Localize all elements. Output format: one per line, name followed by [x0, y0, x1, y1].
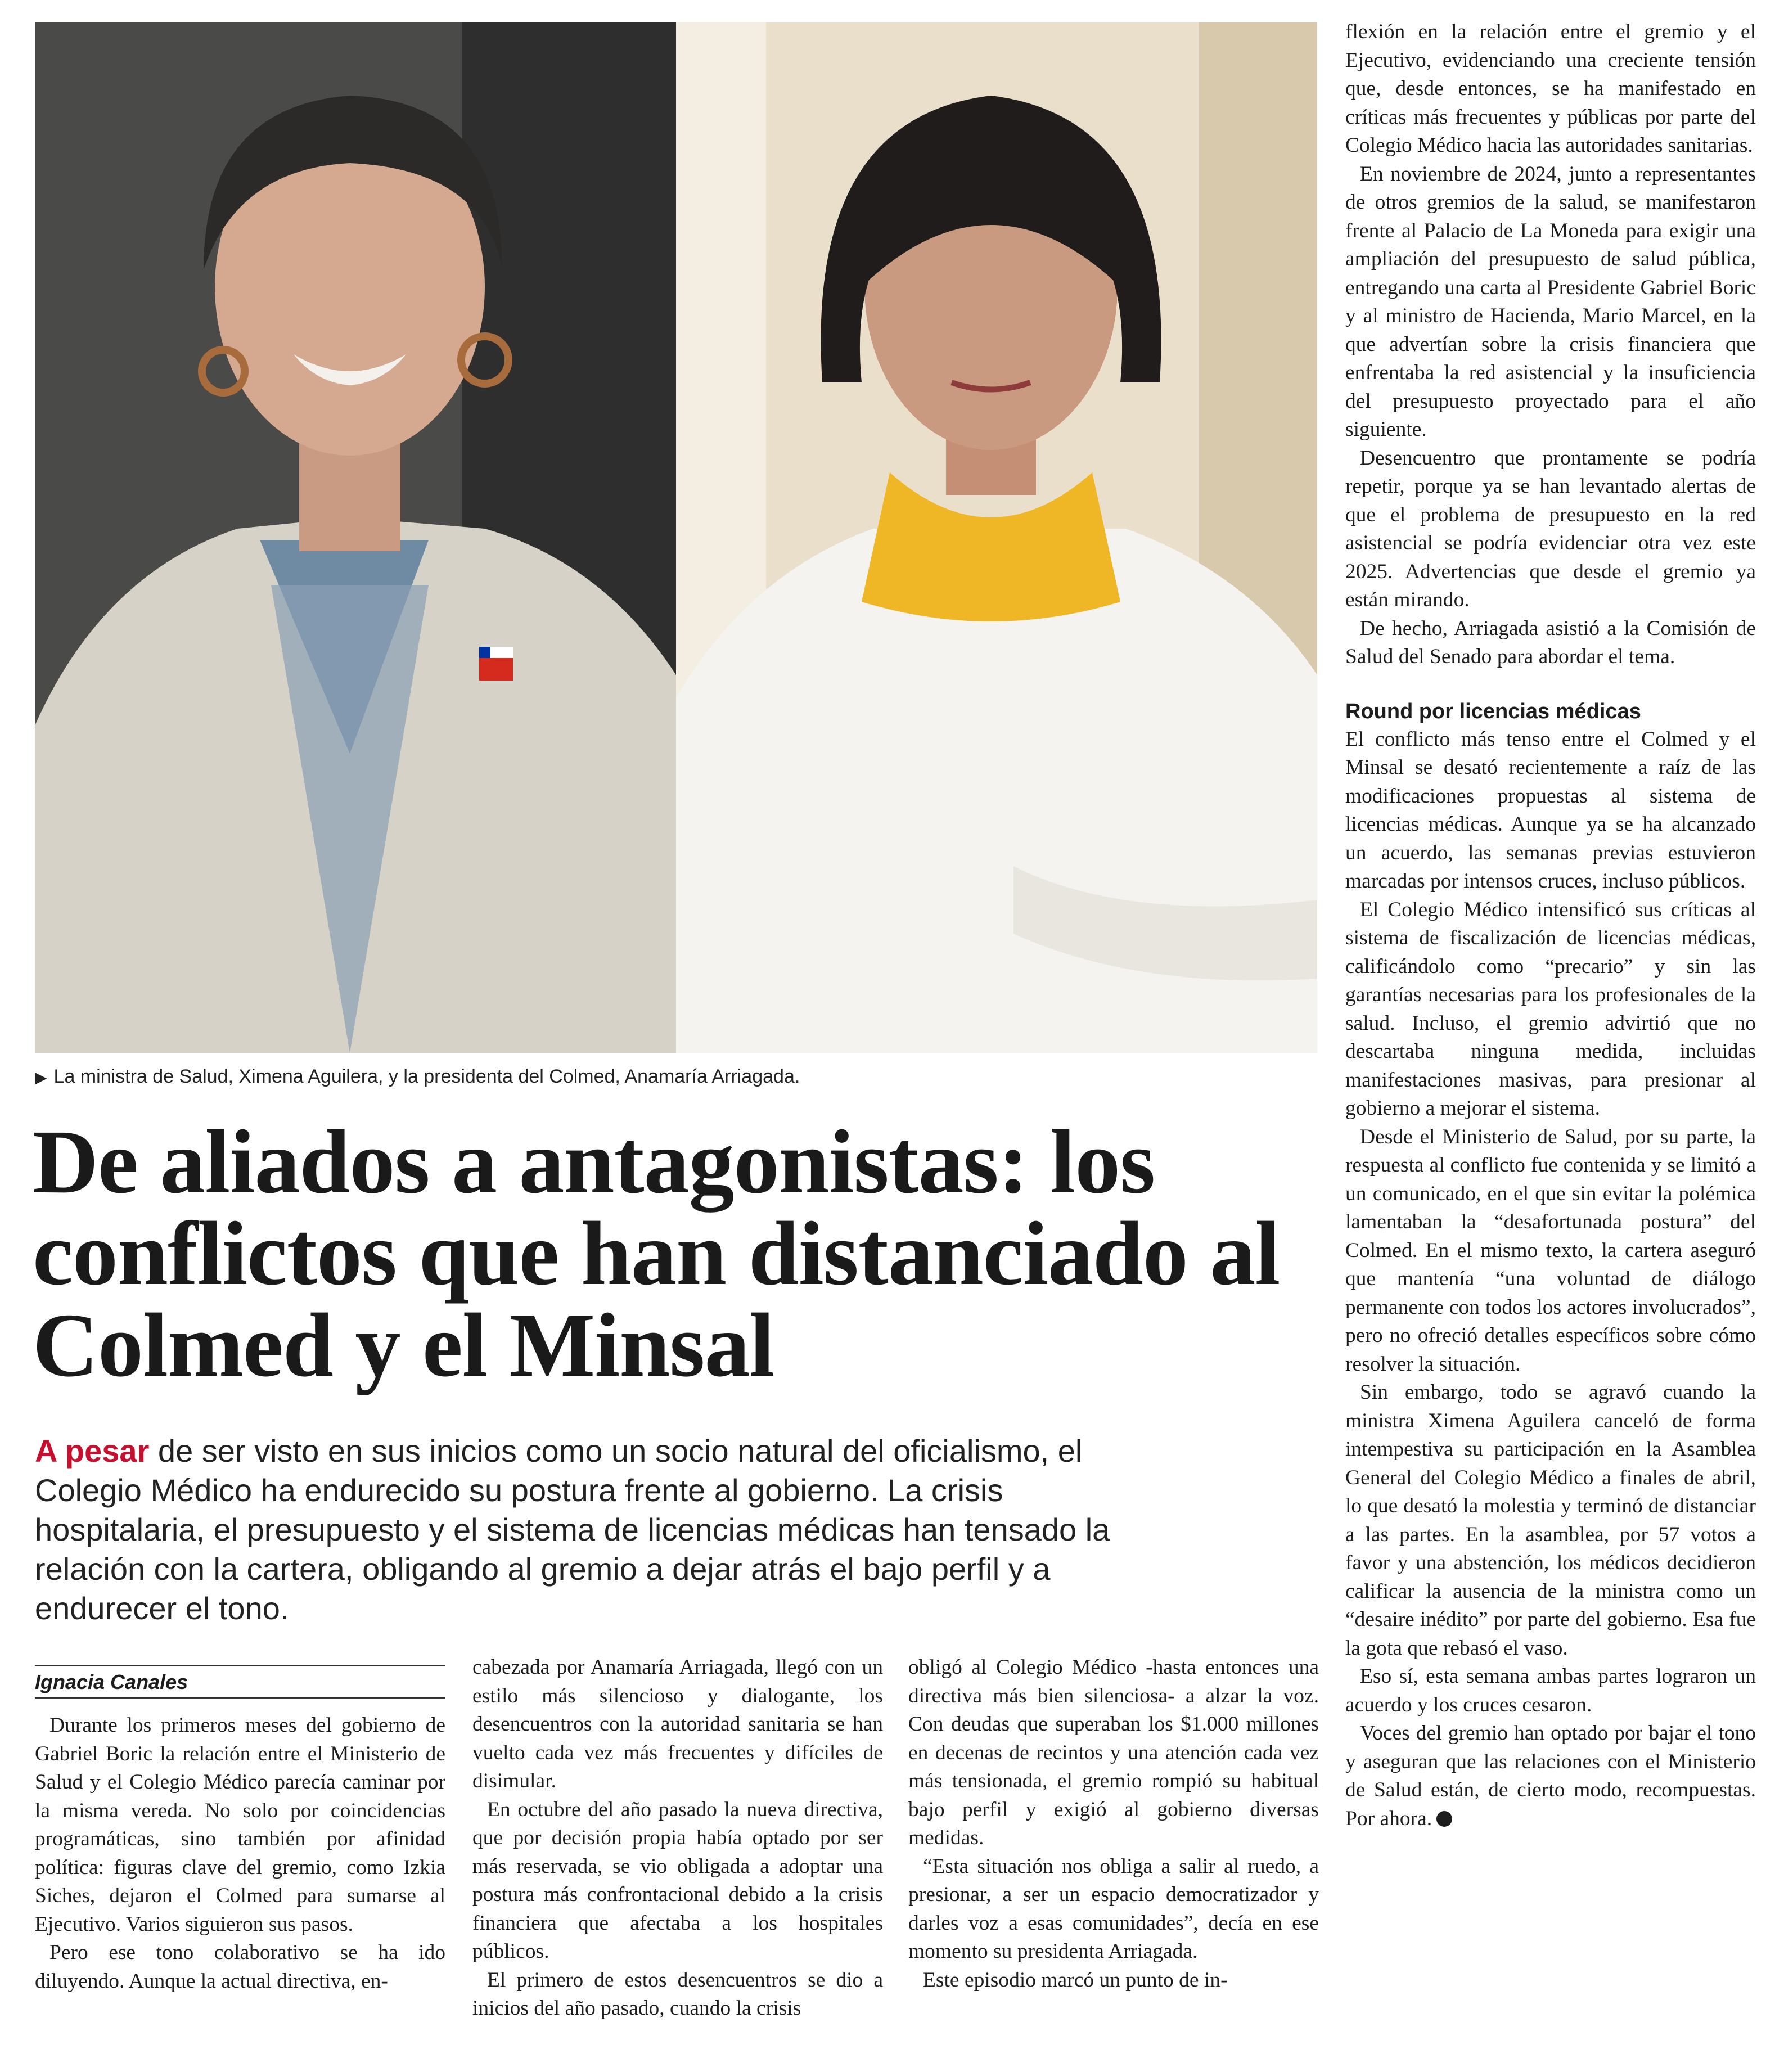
paragraph: Este episodio marcó un punto de in- [923, 1968, 1228, 1992]
paragraph: Sin embargo, todo se agravó cuando la ministra Ximena Aguilera canceló de forma intempestiva su participación en la Asamblea General del Colegio Médico a finales de abril, lo que desató la molestia y terminó de distanciar a las partes. En la asamblea, por 57 votos a favor y una abstención, los médicos decidieron calificar la ausencia de la ministra como un “desaire inédito” por parte del gobierno. Esa fue la gota que rebasó el vaso. [1345, 1381, 1756, 1660]
paragraph: Desde el Ministerio de Salud, por su parte, la respuesta al conflicto fue contenida y se limitó a un comunicado, en el que sin evitar la polémica lamentaban la “desafortunada postura” del Colmed. En el mismo texto, la cartera aseguró que mantenía “una voluntad de diálogo permanente con todos los actores involucrados”, pero no ofreció detalles específicos sobre cómo resolver la situación. [1345, 1125, 1756, 1376]
article-column-1 [35, 1711, 445, 1996]
author-byline: Ignacia Canales [35, 1665, 445, 1699]
end-mark-icon [1436, 1811, 1452, 1827]
paragraph: De hecho, Arriagada asistió a la Comisión de Salud del Senado para abordar el tema. [1345, 616, 1756, 668]
paragraph: En noviembre de 2024, junto a representantes de otros gremios de la salud, se manifestaron frente al Palacio de La Moneda para exigir una ampliación del presupuesto de salud pública, entregando una carta al Presidente Gabriel Boric y al ministro de Hacienda, Mario Marcel, en la que advertían sobre la crisis financiera que enfrentaba la red asistencial y la insuficiencia del presupuesto proyectado para el año siguiente. [1345, 162, 1756, 441]
paragraph: El conflicto más tenso entre el Colmed y el Minsal se desató recientemente a raíz de las modificaciones propuestas al sistema de licencias médicas. Aunque ya se ha alcanzado un acuerdo, las semanas previas estuvieron marcadas por intensos cruces, incluso públicos. [1345, 727, 1756, 893]
article-column-3 [908, 1654, 1319, 1994]
paragraph: “Esta situación nos obliga a salir al ruedo, a presionar, a ser un espacio democratizador y darles voz a esas comunidades”, decía en ese momento su presidenta Arriagada. [908, 1854, 1319, 1963]
paragraph: Desencuentro que prontamente se podría repetir, porque ya se han levantado alertas de que el problema de presupuesto en la red asistencial se podría evidenciar otra vez este 2025. Advertencias que desde el gremio ya están mirando. [1345, 446, 1756, 611]
paragraph: En octubre del año pasado la nueva directiva, que por decisión propia había optado por ser más reservada, se vio obligada a adoptar una postura más confrontacional debido a la crisis financiera que afectaba a los hospitales públicos. [472, 1798, 883, 1963]
paragraph: Durante los primeros meses del gobierno de Gabriel Boric la relación entre el Ministerio de Salud y el Colegio Médico parecía caminar por la misma vereda. No solo por coincidencias programáticas, sino también por afinidad política: figuras clave del gremio, como Izkia Siches, dejaron el Colmed para sumarse al Ejecutivo. Varios siguieron sus pasos. [35, 1714, 445, 1936]
portrait-illustration-left [35, 22, 676, 1053]
section-subhead: Round por licencias médicas [1345, 699, 1641, 723]
article-column-2 [472, 1654, 883, 2023]
paragraph: cabezada por Anamaría Arriagada, llegó con un estilo más silencioso y dialogante, los desencuentros con la autoridad sanitaria se han vuelto cada vez más frecuentes y difíciles de disimular. [472, 1656, 883, 1792]
final-paragraph-text: Voces del gremio han optado por bajar el tono y aseguran que las relaciones con el Ministerio de Salud están, de cierto modo, recompuestas. Por ahora. [1345, 1722, 1756, 1830]
caption-text: La ministra de Salud, Ximena Aguilera, y la presidenta del Colmed, Anamaría Arriagada. [53, 1066, 800, 1087]
lead-kicker: A pesar [35, 1433, 150, 1469]
final-paragraph [1345, 1719, 1756, 1833]
photo-ximena-aguilera [35, 22, 676, 1053]
paragraph: Eso sí, esta semana ambas partes lograron un acuerdo y los cruces cesaron. [1345, 1665, 1756, 1717]
portrait-illustration-right [676, 22, 1317, 1053]
lead-text: de ser visto en sus inicios como un socio natural del oficialismo, el Colegio Médico ha endurecido su postura frente al gobierno. La crisis hospitalaria, el presupuesto y el sistema de licencias médicas han tensado la relación con la cartera, obligando al gremio a dejar atrás el bajo perfil y a endurecer el tono. [35, 1433, 1110, 1626]
caption-triangle-icon: ▶ [35, 1069, 47, 1086]
paragraph: flexión en la relación entre el gremio y el Ejecutivo, evidenciando una creciente tensión que, desde entonces, se ha manifestado en críticas más frecuentes y públicas por parte del Colegio Médico hacia las autoridades sanitarias. [1345, 20, 1756, 157]
photo-caption [35, 1066, 1317, 1088]
lead-paragraph [35, 1431, 1160, 1628]
paragraph: El Colegio Médico intensificó sus críticas al sistema de fiscalización de licencias médicas, calificándolo como “precario” y sin las garantías necesarias para los profesionales de la salud. Incluso, el gremio advirtió que no descartaba ninguna medida, incluidas manifestaciones masivas, para presionar al gobierno a mejorar el sistema. [1345, 898, 1756, 1120]
photo-anamaria-arriagada [676, 22, 1317, 1053]
paragraph: obligó al Colegio Médico -hasta entonces una directiva más bien silenciosa- a alzar la voz. Con deudas que superaban los $1.000 millones en decenas de recintos y una atención cada vez más tensionada, el gremio rompió su habitual bajo perfil y exigió al gobierno diversas medidas. [908, 1656, 1319, 1849]
article-column-4 [1345, 18, 1756, 1833]
paragraph: El primero de estos desencuentros se dio a inicios del año pasado, cuando la crisis [472, 1968, 883, 2020]
headline: De aliados a antagonistas: los conflictos que han distanciado al Colmed y el Minsal [33, 1112, 1280, 1396]
paragraph: Pero ese tono colaborativo se ha ido diluyendo. Aunque la actual directiva, en- [35, 1941, 445, 1993]
